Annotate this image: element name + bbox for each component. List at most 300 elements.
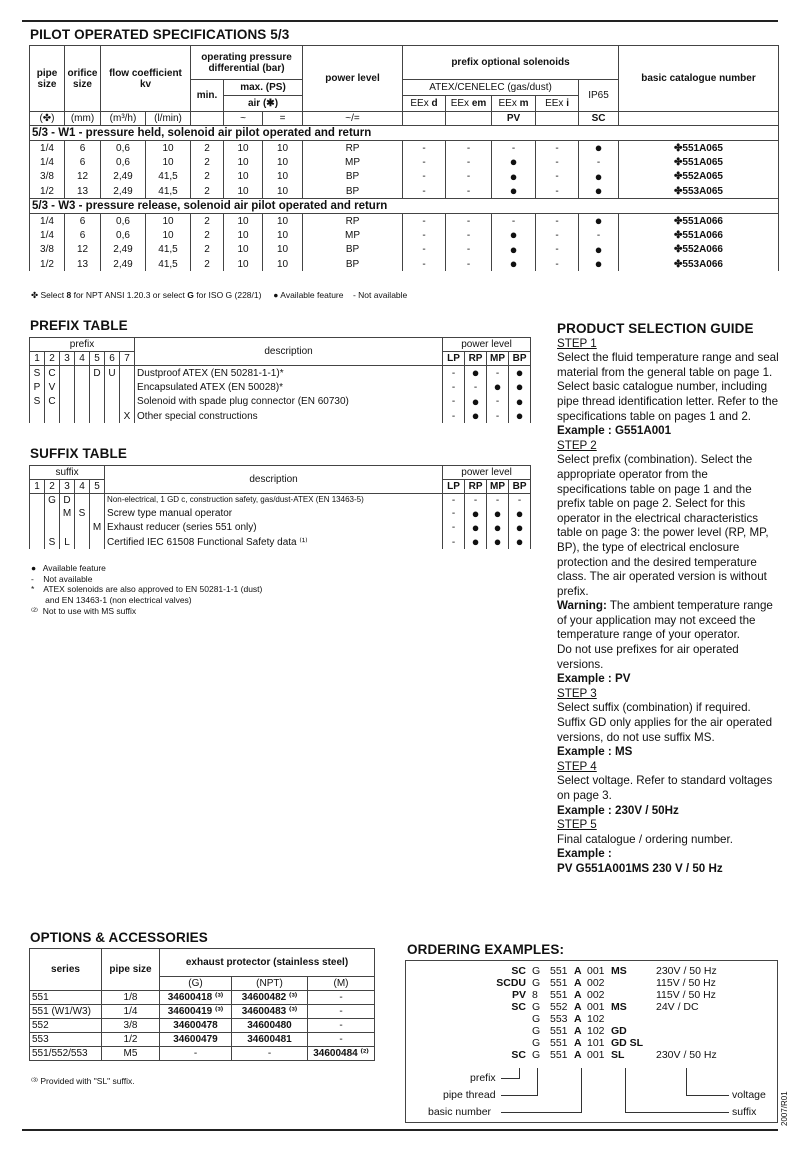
spec-cell: - (536, 243, 579, 257)
suffix-code: S (75, 507, 90, 521)
spec-cell: MP (303, 155, 403, 169)
hdr-basic-catalogue: basic catalogue number (619, 46, 779, 112)
footnote-available: ● Available feature (273, 290, 344, 300)
spec-cell: 10 (263, 184, 303, 199)
hdr-eex-m: EEx m (492, 96, 536, 112)
spec-cell: 41,5 (146, 170, 191, 184)
prefix-code (75, 380, 90, 394)
prefix-col: 1 (30, 352, 45, 366)
unit-cell: ~/= (303, 112, 403, 126)
spec-cell: ✤553A065 (619, 184, 779, 199)
hdr-pipe-size: pipe size (30, 46, 65, 112)
spec-cell: BP (303, 170, 403, 184)
prefix-code (90, 395, 105, 409)
options-cell: 34600479 (160, 1033, 232, 1047)
unit-cell: (✤) (30, 112, 65, 126)
connector-pipe-h (501, 1095, 538, 1096)
spec-cell: ✤552A065 (619, 170, 779, 184)
section-title: 5/3 - W3 - pressure release, solenoid air pilot operated and return (30, 199, 779, 214)
prefix-code: U (105, 366, 120, 381)
footnote-select: ✤ Select (31, 290, 67, 300)
prefix-code (120, 366, 135, 381)
prefix-description-label: description (135, 338, 443, 366)
guide-warning (557, 599, 779, 643)
spec-cell: 0,6 (101, 141, 146, 156)
suffix-note: ● Available feature (31, 563, 106, 573)
hdr-min: min. (191, 80, 224, 112)
spec-cell: - (446, 141, 492, 156)
suffix-row (30, 494, 531, 507)
prefix-code: S (30, 395, 45, 409)
spec-cell: 2,49 (101, 170, 146, 184)
prefix-code: C (45, 366, 60, 381)
suffix-note: and EN 13463-1 (non electrical valves) (31, 594, 192, 605)
spec-row (30, 184, 779, 199)
spec-cell: - (446, 170, 492, 184)
hdr-flow-coefficient: flow coefficient kv (101, 46, 191, 112)
unit-cell (191, 112, 224, 126)
order-x: GD SL (611, 1037, 644, 1049)
spec-cell: ● (492, 257, 536, 271)
suffix-level-cell: ● (487, 507, 509, 521)
spec-cell: 10 (146, 228, 191, 242)
spec-cell: 10 (224, 257, 263, 271)
hdr-max-ps: max. (PS) (224, 80, 303, 96)
spec-cell: 2,49 (101, 184, 146, 199)
prefix-code (60, 380, 75, 394)
ordering-title: ORDERING EXAMPLES: (407, 942, 565, 957)
suffix-desc: Screw type manual operator (105, 507, 443, 521)
spec-cell: - (536, 170, 579, 184)
spec-cell: ● (579, 214, 619, 229)
spec-cell: ✤551A065 (619, 155, 779, 169)
spec-cell: - (403, 243, 446, 257)
spec-cell: 10 (146, 155, 191, 169)
prefix-level-cell: - (443, 380, 465, 394)
guide-step-2: STEP 2 (557, 438, 597, 452)
spec-cell: - (403, 170, 446, 184)
prefix-desc: Solenoid with spade plug connector (EN 60730) (135, 395, 443, 409)
suffix-desc: Certified IEC 61508 Functional Safety data ⁽¹⁾ (105, 535, 443, 549)
suffix-level-cell: ● (465, 521, 487, 535)
order-x: GD (611, 1025, 627, 1037)
hdr-atex: ATEX/CENELEC (gas/dust) (403, 80, 579, 96)
spec-cell: 10 (263, 141, 303, 156)
suffix-row (30, 535, 531, 549)
guide-step-2-note: Do not use prefixes for air operated versions. (557, 643, 739, 671)
spec-cell: ✤551A065 (619, 141, 779, 156)
spec-cell: 6 (65, 141, 101, 156)
prefix-table-title: PREFIX TABLE (30, 318, 128, 333)
prefix-code (75, 366, 90, 381)
opt-pipe-size-label: pipe size (102, 949, 160, 991)
spec-cell: 2 (191, 170, 224, 184)
unit-cell (403, 112, 446, 126)
footnote-iso: for ISO G (228/1) (193, 290, 262, 300)
order-a: A (574, 1037, 582, 1049)
connector-prefix-h (501, 1078, 520, 1079)
order-t: G (532, 1013, 541, 1025)
connector-suffix-h (625, 1112, 729, 1113)
prefix-level-cell: ● (465, 366, 487, 381)
prefix-code (105, 395, 120, 409)
suffix-code (60, 521, 75, 535)
order-t: G (532, 1049, 541, 1061)
spec-cell: - (536, 155, 579, 169)
suffix-code (90, 535, 105, 549)
guide-warning-text: The ambient temperature range of your application may not exceed the temperature range of your operator. (557, 599, 773, 642)
prefix-code (60, 395, 75, 409)
spec-cell: - (536, 214, 579, 229)
suffix-desc: Non-electrical, 1 GD c, construction safety, gas/dust-ATEX (EN 13463-5) (105, 494, 443, 507)
top-rule (22, 20, 778, 22)
guide-step-2-example: Example : PV (557, 672, 631, 686)
order-p: SC (511, 1049, 526, 1061)
hdr-orifice-size: orifice size (65, 46, 101, 112)
guide-step-4-example: Example : 230V / 50Hz (557, 803, 679, 817)
prefix-level-cell: - (443, 395, 465, 409)
spec-cell: ● (579, 141, 619, 156)
guide-step-5: STEP 5 (557, 818, 597, 832)
options-cell: 34600418 ⁽³⁾ (160, 991, 232, 1005)
spec-cell: - (492, 141, 536, 156)
prefix-row (30, 395, 531, 409)
options-cell: 1/8 (102, 991, 160, 1005)
hdr-prefix-solenoids: prefix optional solenoids (403, 46, 619, 80)
spec-row (30, 141, 779, 156)
order-a: A (574, 1001, 582, 1013)
connector-voltage-v (686, 1068, 687, 1095)
label-basic-number: basic number (428, 1106, 492, 1118)
suffix-notes (31, 563, 451, 616)
spec-cell: ● (579, 243, 619, 257)
spec-row (30, 257, 779, 271)
opt-g-label: (G) (160, 977, 232, 991)
suffix-level: BP (509, 480, 531, 494)
suffix-code: M (90, 521, 105, 535)
units-row (30, 112, 779, 126)
opt-exhaust-label: exhaust protector (stainless steel) (160, 949, 375, 977)
order-x: MS (611, 965, 627, 977)
spec-cell: 1/4 (30, 228, 65, 242)
footnote-8: 8 (66, 290, 72, 300)
spec-footnote (31, 290, 407, 301)
spec-cell: - (403, 257, 446, 271)
suffix-code: G (45, 494, 60, 507)
prefix-level-cell: - (443, 409, 465, 423)
order-n: 101 (587, 1037, 605, 1049)
spec-cell: 10 (224, 170, 263, 184)
suffix-code: L (60, 535, 75, 549)
guide-step-1-example: Example : G551A001 (557, 424, 672, 438)
spec-cell: 10 (224, 184, 263, 199)
spec-cell: 1/2 (30, 184, 65, 199)
suffix-note: ⁽²⁾ Not to use with MS suffix (31, 605, 137, 616)
connector-basic-v (581, 1068, 582, 1112)
suffix-level-cell: - (487, 494, 509, 507)
order-t: G (532, 1025, 541, 1037)
spec-cell: - (403, 228, 446, 242)
spec-cell: - (446, 243, 492, 257)
suffix-code (90, 507, 105, 521)
spec-cell: - (446, 228, 492, 242)
options-row (30, 1005, 375, 1019)
order-s: 553 (550, 1013, 568, 1025)
spec-cell: ● (579, 257, 619, 271)
prefix-level-cell: ● (465, 395, 487, 409)
hdr-eex-i: EEx i (536, 96, 579, 112)
opt-npt-label: (NPT) (232, 977, 308, 991)
options-row (30, 1033, 375, 1047)
spec-cell: 41,5 (146, 184, 191, 199)
spec-cell: 2 (191, 155, 224, 169)
spec-cell: ● (579, 170, 619, 184)
prefix-col: 2 (45, 352, 60, 366)
hdr-ip65: IP65 (579, 80, 619, 112)
options-cell: 553 (30, 1033, 102, 1047)
options-cell: - (308, 1005, 375, 1019)
guide-step-3: STEP 3 (557, 686, 597, 700)
suffix-table-title: SUFFIX TABLE (30, 446, 127, 461)
unit-cell: SC (579, 112, 619, 126)
suffix-col: 4 (75, 480, 90, 494)
options-title: OPTIONS & ACCESSORIES (30, 930, 208, 945)
spec-cell: 2,49 (101, 243, 146, 257)
prefix-code (105, 409, 120, 423)
options-cell: M5 (102, 1047, 160, 1061)
order-n: 001 (587, 1001, 605, 1013)
guide-step-4: STEP 4 (557, 759, 597, 773)
suffix-code (75, 521, 90, 535)
spec-row (30, 228, 779, 242)
prefix-level-cell: - (443, 366, 465, 381)
guide-step-3-text: Select suffix (combination) if required. Suffix GD only applies for the air operated versions, do not use suffix MS. (557, 701, 773, 744)
options-cell: 1/4 (102, 1005, 160, 1019)
prefix-level-cell: - (465, 380, 487, 394)
footnote-g: G (187, 290, 194, 300)
spec-cell: 41,5 (146, 257, 191, 271)
product-selection-guide (557, 322, 779, 877)
options-cell: 34600481 (232, 1033, 308, 1047)
prefix-level: LP (443, 352, 465, 366)
spec-cell: 10 (263, 257, 303, 271)
suffix-level-cell: - (509, 494, 531, 507)
spec-cell: - (446, 257, 492, 271)
order-n: 002 (587, 989, 605, 1001)
hdr-air: air (✱) (224, 96, 303, 112)
suffix-description-label: description (105, 466, 443, 494)
spec-cell: 0,6 (101, 228, 146, 242)
hdr-power-level: power level (303, 46, 403, 112)
unit-cell: = (263, 112, 303, 126)
section-title: 5/3 - W1 - pressure held, solenoid air pilot operated and return (30, 126, 779, 141)
spec-row (30, 170, 779, 184)
order-t: G (532, 1037, 541, 1049)
suffix-code (45, 507, 60, 521)
unit-cell (446, 112, 492, 126)
options-table (29, 948, 375, 1061)
prefix-level-cell: ● (509, 366, 531, 381)
order-p: PV (511, 989, 526, 1001)
spec-cell: 3/8 (30, 170, 65, 184)
spec-cell: - (536, 141, 579, 156)
guide-step-2-text: Select prefix (combination). Select the appropriate operator from the specifications table on page 1 and the prefix table on page 2. Select for this operator in the electrical characteristics table on page 3: the power level (RP, MP, BP), the type of electrical enclosure protection and the desired temperature class. The air operated version is without prefix. (557, 453, 769, 598)
spec-cell: 1/4 (30, 141, 65, 156)
suffix-level-cell: - (443, 494, 465, 507)
spec-cell: 10 (224, 214, 263, 229)
suffix-level-cell: - (443, 521, 465, 535)
suffix-level-cell: ● (509, 507, 531, 521)
spec-cell: ✤553A066 (619, 257, 779, 271)
order-v: 230V / 50 Hz (656, 1049, 717, 1061)
prefix-code (45, 409, 60, 423)
ordering-examples-box (405, 960, 778, 1123)
bottom-rule (22, 1129, 778, 1131)
spec-cell: 2 (191, 214, 224, 229)
prefix-level: MP (487, 352, 509, 366)
spec-title: PILOT OPERATED SPECIFICATIONS 5/3 (30, 27, 290, 42)
options-row (30, 1019, 375, 1033)
suffix-col: 1 (30, 480, 45, 494)
section-row (30, 126, 779, 141)
guide-title: PRODUCT SELECTION GUIDE (557, 321, 754, 336)
spec-cell: - (536, 257, 579, 271)
order-n: 001 (587, 965, 605, 977)
spec-cell: BP (303, 243, 403, 257)
order-a: A (574, 965, 582, 977)
suffix-label: suffix (30, 466, 105, 480)
guide-step-1: STEP 1 (557, 336, 597, 350)
guide-step-5-example-label: Example : (557, 847, 612, 861)
suffix-level-cell: - (443, 535, 465, 549)
suffix-level-cell: ● (509, 535, 531, 549)
spec-cell: 13 (65, 257, 101, 271)
spec-cell: 10 (263, 214, 303, 229)
unit-cell: ~ (224, 112, 263, 126)
hdr-eex-d: EEx d (403, 96, 446, 112)
prefix-code (105, 380, 120, 394)
options-cell: 1/2 (102, 1033, 160, 1047)
suffix-col: 5 (90, 480, 105, 494)
order-n: 102 (587, 1025, 605, 1037)
label-prefix: prefix (470, 1072, 496, 1084)
document-code: 2007/R01 (780, 1091, 789, 1126)
spec-cell: 10 (224, 243, 263, 257)
guide-step-5-text: Final catalogue / ordering number. (557, 832, 733, 846)
unit-cell: (mm) (65, 112, 101, 126)
spec-table (29, 45, 779, 271)
connector-suffix-v (625, 1068, 626, 1112)
order-a: A (574, 977, 582, 989)
order-n: 102 (587, 1013, 605, 1025)
spec-cell: - (579, 155, 619, 169)
prefix-table (29, 337, 531, 423)
prefix-level: RP (465, 352, 487, 366)
suffix-note: - Not available (31, 573, 93, 584)
hdr-eex-em: EEx em (446, 96, 492, 112)
spec-cell: ● (492, 228, 536, 242)
suffix-code (30, 535, 45, 549)
prefix-col: 5 (90, 352, 105, 366)
suffix-level-cell: - (465, 494, 487, 507)
options-row (30, 1047, 375, 1061)
spec-cell: 12 (65, 170, 101, 184)
spec-cell: 1/2 (30, 257, 65, 271)
spec-cell: ● (492, 243, 536, 257)
options-cell: 34600482 ⁽³⁾ (232, 991, 308, 1005)
prefix-col: 3 (60, 352, 75, 366)
prefix-code (120, 380, 135, 394)
prefix-level-cell: ● (509, 409, 531, 423)
spec-cell: 2 (191, 228, 224, 242)
suffix-code: S (45, 535, 60, 549)
spec-cell: 6 (65, 155, 101, 169)
spec-cell: 2,49 (101, 257, 146, 271)
options-note: ⁽³⁾ Provided with "SL" suffix. (31, 1076, 135, 1086)
guide-step-4-text: Select voltage. Refer to standard voltages on page 3. (557, 774, 773, 802)
spec-cell: - (579, 228, 619, 242)
suffix-level-cell: ● (509, 521, 531, 535)
order-x: SL (611, 1049, 625, 1061)
suffix-desc: Exhaust reducer (series 551 only) (105, 521, 443, 535)
prefix-row (30, 380, 531, 394)
order-s: 551 (550, 989, 568, 1001)
suffix-code (30, 521, 45, 535)
prefix-col: 4 (75, 352, 90, 366)
spec-cell: 3/8 (30, 243, 65, 257)
order-a: A (574, 1049, 582, 1061)
spec-cell: 12 (65, 243, 101, 257)
order-s: 552 (550, 1001, 568, 1013)
prefix-col: 7 (120, 352, 135, 366)
unit-cell (619, 112, 779, 126)
options-cell: 551/552/553 (30, 1047, 102, 1061)
order-v: 115V / 50 Hz (656, 989, 716, 1001)
footnote-npt: for NPT ANSI 1.20.3 or select (71, 290, 188, 300)
spec-cell: 0,6 (101, 155, 146, 169)
connector-voltage-h (686, 1095, 729, 1096)
connector-pipe-v (537, 1068, 538, 1095)
prefix-code: P (30, 380, 45, 394)
connector-basic-h (501, 1112, 582, 1113)
opt-series-label: series (30, 949, 102, 991)
spec-cell: 10 (263, 243, 303, 257)
hdr-operating-pressure: operating pressure differential (bar) (191, 46, 303, 80)
suffix-level: MP (487, 480, 509, 494)
suffix-power-level-label: power level (443, 466, 531, 480)
spec-cell: 1/4 (30, 155, 65, 169)
prefix-level-cell: ● (509, 380, 531, 394)
order-s: 551 (550, 1049, 568, 1061)
spec-cell: 6 (65, 228, 101, 242)
spec-cell: - (403, 184, 446, 199)
order-v: 230V / 50 Hz (656, 965, 717, 977)
suffix-level-cell: ● (465, 507, 487, 521)
spec-cell: - (446, 155, 492, 169)
label-pipe-thread: pipe thread (443, 1089, 496, 1101)
prefix-code (60, 366, 75, 381)
unit-cell (536, 112, 579, 126)
order-t: 8 (532, 989, 538, 1001)
suffix-code (45, 521, 60, 535)
label-voltage: voltage (732, 1089, 766, 1101)
spec-cell: 10 (263, 155, 303, 169)
unit-cell: (m³/h) (101, 112, 146, 126)
options-cell: 34600480 (232, 1019, 308, 1033)
spec-cell: 10 (224, 228, 263, 242)
prefix-code (30, 409, 45, 423)
order-p: SCDU (496, 977, 526, 989)
